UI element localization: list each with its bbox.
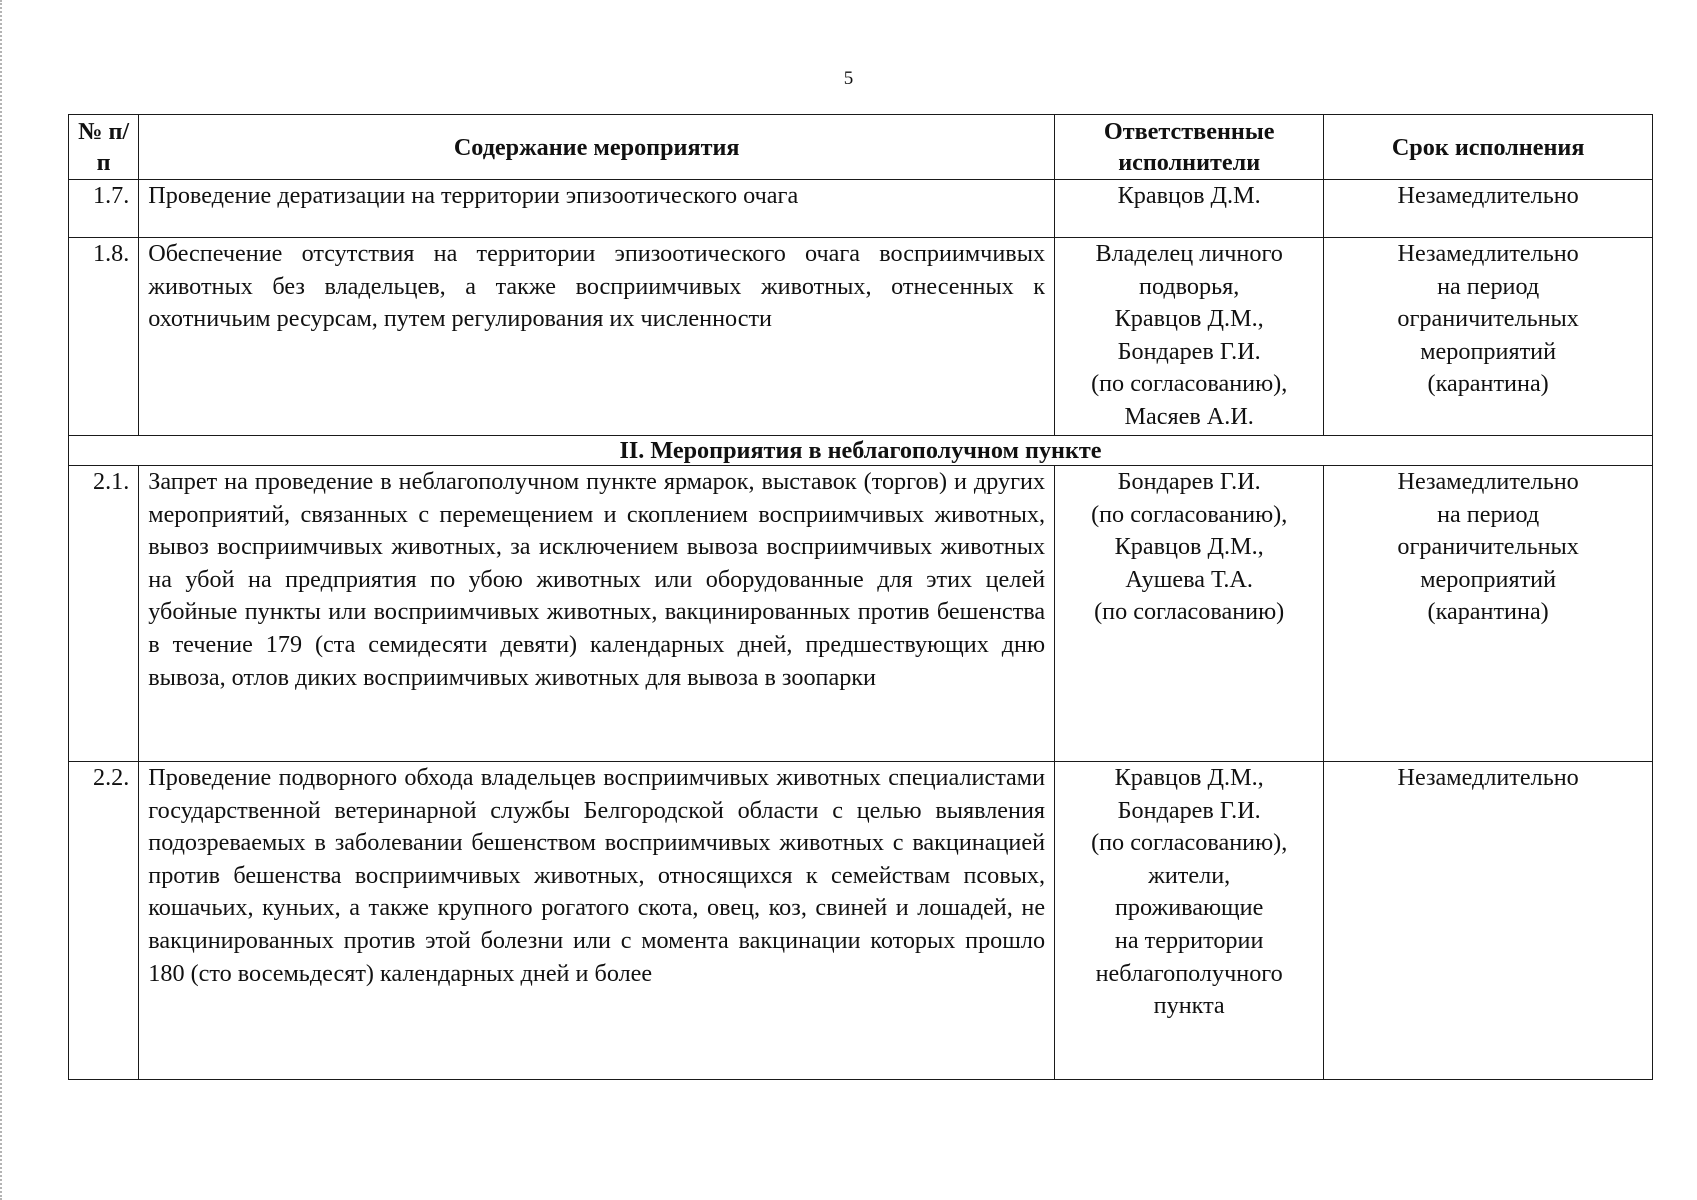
row-number: 2.2. xyxy=(69,762,139,1080)
responsible-line: пункта xyxy=(1153,992,1225,1020)
row-term xyxy=(1324,238,1653,436)
responsible-line: жители, xyxy=(1148,861,1231,889)
row-term xyxy=(1324,762,1653,1080)
row-content: Проведение подворного обхода владельцев восприимчивых животных специалистами государственной ветеринарной службы Белгородской области с целью выявления подозреваемых в заболевании бешенством восприимчивых животных с вакцинацией против бешенства восприимчивых животных, относящихся к семействам псовых, кошачьих, куньих, а также крупного рогатого скота, овец, коз, свиней и лошадей, не вакцинированных против этой болезни или с момента вакцинации которых прошло 180 (сто восемьдесят) календарных дней и более xyxy=(139,762,1055,1080)
table-row xyxy=(69,762,1653,1080)
table-row xyxy=(69,238,1653,436)
row-content: Запрет на проведение в неблагополучном пункте ярмарок, выставок (торгов) и других мероприятий, связанных с перемещением и скоплением восприимчивых животных, вывоз восприимчивых животных, за исключением вывоза восприимчивых животных на убой на предприятия по убою животных или оборудованные для этих целей убойные пункты или восприимчивых животных, вакцинированных против бешенства в течение 179 (ста семидесяти девяти) календарных дней, предшествующих дню вывоза, отлов диких восприимчивых животных для вывоза в зоопарки xyxy=(139,466,1055,762)
responsible-line: Масяев А.И. xyxy=(1124,402,1254,430)
header-content: Содержание мероприятия xyxy=(139,115,1055,180)
term-line: Незамедлительно xyxy=(1397,468,1579,495)
table-row xyxy=(69,180,1653,238)
term-line: Незамедлительно xyxy=(1397,764,1579,791)
section-heading-row xyxy=(69,436,1653,466)
responsible-line: Владелец личного xyxy=(1095,240,1283,267)
row-number: 2.1. xyxy=(69,466,139,762)
responsible-line: (по согласованию), xyxy=(1091,829,1288,857)
row-term xyxy=(1324,180,1653,238)
row-responsible xyxy=(1055,466,1324,762)
row-content: Проведение дератизации на территории эпизоотического очага xyxy=(139,180,1055,238)
responsible-line: Кравцов Д.М., xyxy=(1114,764,1264,791)
term-line: Незамедлительно xyxy=(1397,240,1579,267)
responsible-line: Кравцов Д.М., xyxy=(1114,533,1264,561)
header-responsible: Ответственные исполнители xyxy=(1055,115,1324,180)
responsible-line: (по согласованию), xyxy=(1091,500,1288,528)
term-line: ограничительных xyxy=(1397,305,1579,333)
table-row xyxy=(69,466,1653,762)
responsible-line: на территории xyxy=(1114,926,1264,954)
row-responsible xyxy=(1055,180,1324,238)
term-line: ограничительных xyxy=(1397,533,1579,561)
responsible-line: Кравцов Д.М. xyxy=(1117,182,1261,209)
header-number: № п/п xyxy=(69,115,139,180)
row-responsible xyxy=(1055,238,1324,436)
term-line: мероприятий xyxy=(1420,337,1557,365)
responsible-line: (по согласованию), xyxy=(1091,370,1288,398)
responsible-line: Бондарев Г.И. xyxy=(1117,796,1261,824)
row-term xyxy=(1324,466,1653,762)
page-number: 5 xyxy=(843,68,854,89)
responsible-line: Бондарев Г.И. xyxy=(1117,337,1261,365)
section-title: II. Мероприятия в неблагополучном пункте xyxy=(69,436,1653,466)
row-number: 1.7. xyxy=(69,180,139,238)
responsible-line: Кравцов Д.М., xyxy=(1114,305,1264,333)
row-number: 1.8. xyxy=(69,238,139,436)
term-line: (карантина) xyxy=(1427,370,1549,398)
scan-edge-mark xyxy=(0,0,5,1200)
responsible-line: неблагополучного xyxy=(1095,959,1283,987)
row-content: Обеспечение отсутствия на территории эпизоотического очага восприимчивых животных без владельцев, а также восприимчивых животных, отнесенных к охотничьим ресурсам, путем регулирования их численности xyxy=(139,238,1055,436)
measures-table xyxy=(68,114,1653,1080)
responsible-line: Бондарев Г.И. xyxy=(1117,468,1261,495)
responsible-line: (по согласованию) xyxy=(1094,598,1285,626)
responsible-line: проживающие xyxy=(1114,894,1264,922)
term-line: (карантина) xyxy=(1427,598,1549,626)
responsible-line: подворья, xyxy=(1139,272,1240,300)
term-line: Незамедлительно xyxy=(1397,182,1579,209)
header-term: Срок исполнения xyxy=(1324,115,1653,180)
term-line: на период xyxy=(1437,500,1540,528)
responsible-line: Аушева Т.А. xyxy=(1125,565,1253,593)
row-responsible xyxy=(1055,762,1324,1080)
term-line: на период xyxy=(1437,272,1540,300)
table-header-row xyxy=(69,115,1653,180)
term-line: мероприятий xyxy=(1420,565,1557,593)
